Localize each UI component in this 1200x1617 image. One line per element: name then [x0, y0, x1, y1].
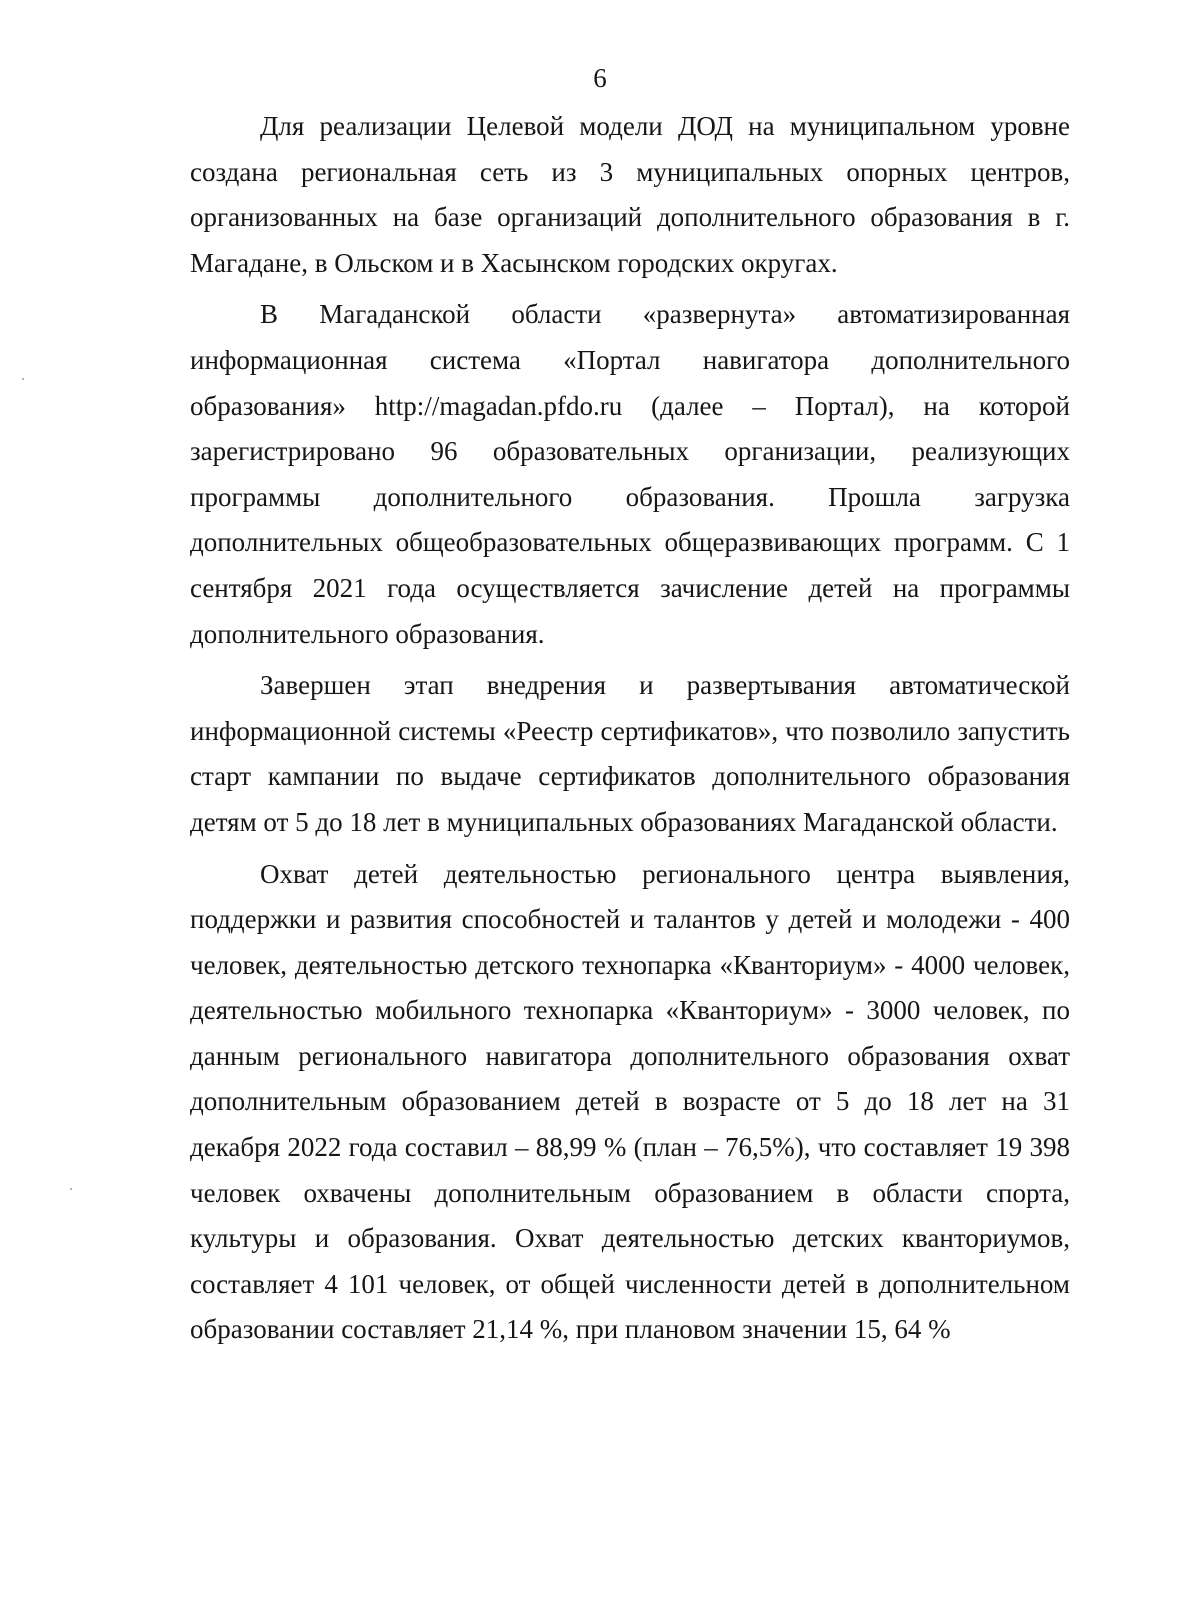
- scan-speck: [70, 1188, 72, 1190]
- paragraph-model-implementation: Для реализации Целевой модели ДОД на муниципальном уровне создана региональная сеть из 3 муниципальных опорных центров, организованных на базе организаций дополнительного образования в г. Магадане, в Ольском и в Хасынском городских округах.: [190, 111, 1070, 278]
- paragraph-coverage-statistics: Охват детей деятельностью регионального центра выявления, поддержки и развития способностей и талантов у детей и молодежи - 400 человек, деятельностью детского технопарка «Кванториум» - 4000 человек, деятельностью мобильного технопарка «Кванториум» - 3000 человек, по данным регионального навигатора дополнительного образования охват дополнительным образованием детей в возрасте от 5 до 18 лет на 31 декабря 2022 года составил – 88,99 % (план – 76,5%), что составляет 19 398 человек охвачены дополнительным образованием в области спорта, культуры и образования. Охват деятельностью детских кванториумов, составляет 4 101 человек, от общей численности детей в дополнительном образовании составляет 21,14 %, при плановом значении 15, 64 %: [190, 858, 1070, 1345]
- document-body: [190, 104, 1070, 1359]
- paragraph-certificate-registry: Завершен этап внедрения и развертывания автоматической информационной системы «Реестр сертификатов», что позволило запустить старт кампании по выдаче сертификатов дополнительного образования детям от 5 до 18 лет в муниципальных образованиях Магаданской области.: [190, 670, 1070, 837]
- scan-speck: [22, 378, 24, 380]
- page-number: 6: [593, 63, 607, 93]
- paragraph-navigator-portal: В Магаданской области «развернута» автоматизированная информационная система «Портал навигатора дополнительного образования» http://magadan.pfdo.ru (далее – Портал), на которой зарегистрировано 96 образовательных организации, реализующих программы дополнительного образования. Прошла загрузка дополнительных общеобразовательных общеразвивающих программ. С 1 сентября 2021 года осуществляется зачисление детей на программы дополнительного образования.: [190, 299, 1070, 649]
